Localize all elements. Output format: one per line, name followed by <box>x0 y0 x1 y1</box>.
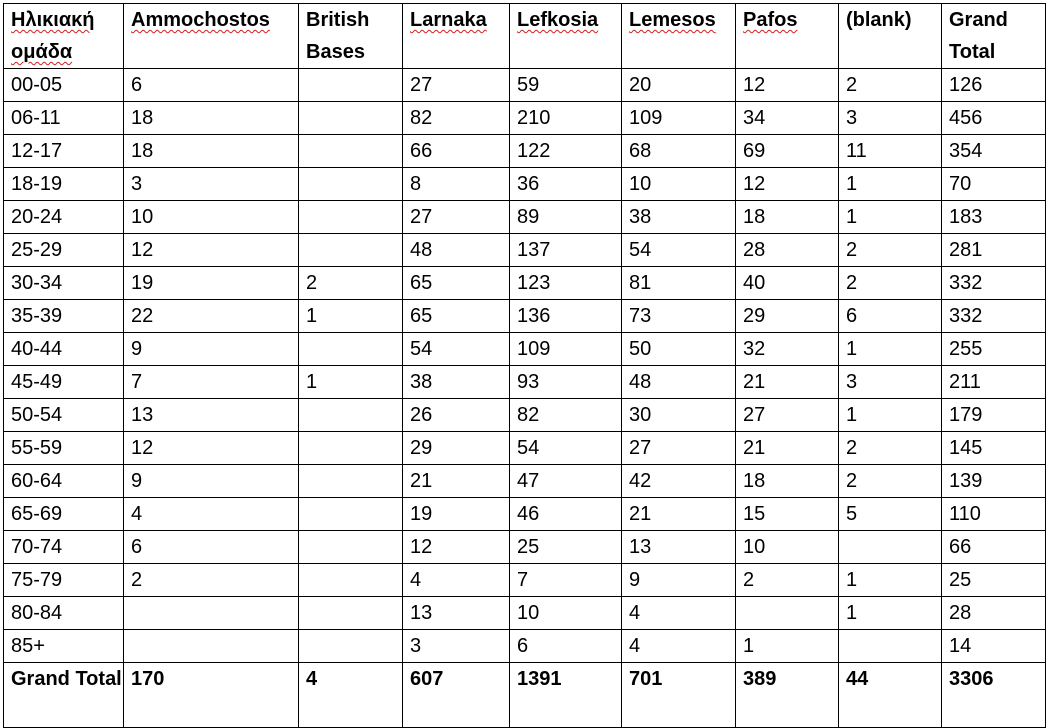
count-cell: 18 <box>736 465 839 498</box>
count-cell: 11 <box>839 135 942 168</box>
count-cell: 13 <box>124 399 299 432</box>
age-group-cell: 65-69 <box>4 498 124 531</box>
column-header-label: Lefkosia <box>517 9 599 31</box>
count-cell: 50 <box>622 333 736 366</box>
count-cell: 1 <box>839 201 942 234</box>
count-cell: 332 <box>942 267 1046 300</box>
count-cell: 69 <box>736 135 839 168</box>
count-cell: 36 <box>510 168 622 201</box>
column-header-label: Ammochostos <box>131 9 270 31</box>
table-row <box>4 102 1046 135</box>
grand-total-cell: 607 <box>403 663 510 728</box>
count-cell: 18 <box>124 102 299 135</box>
count-cell: 4 <box>622 630 736 663</box>
table-body <box>4 69 1046 728</box>
count-cell: 19 <box>124 267 299 300</box>
age-group-cell: 70-74 <box>4 531 124 564</box>
count-cell: 29 <box>403 432 510 465</box>
count-cell: 48 <box>622 366 736 399</box>
count-cell: 255 <box>942 333 1046 366</box>
table-row <box>4 630 1046 663</box>
count-cell: 6 <box>124 531 299 564</box>
count-cell: 354 <box>942 135 1046 168</box>
age-group-cell: 25-29 <box>4 234 124 267</box>
count-cell: 6 <box>510 630 622 663</box>
grand-total-cell: 4 <box>299 663 403 728</box>
count-cell: 4 <box>124 498 299 531</box>
column-header-label: Pafos <box>743 9 798 31</box>
column-header <box>942 4 1046 69</box>
count-cell <box>299 69 403 102</box>
count-cell: 34 <box>736 102 839 135</box>
count-cell: 281 <box>942 234 1046 267</box>
count-cell: 456 <box>942 102 1046 135</box>
age-group-cell: 35-39 <box>4 300 124 333</box>
table-row <box>4 531 1046 564</box>
count-cell: 13 <box>403 597 510 630</box>
count-cell: 2 <box>839 465 942 498</box>
count-cell: 8 <box>403 168 510 201</box>
column-header <box>403 4 510 69</box>
count-cell: 66 <box>942 531 1046 564</box>
column-header <box>4 4 124 69</box>
count-cell: 2 <box>736 564 839 597</box>
age-group-cell: 50-54 <box>4 399 124 432</box>
count-cell: 29 <box>736 300 839 333</box>
count-cell: 1 <box>839 168 942 201</box>
count-cell: 73 <box>622 300 736 333</box>
count-cell: 25 <box>510 531 622 564</box>
count-cell: 32 <box>736 333 839 366</box>
count-cell: 1 <box>839 399 942 432</box>
age-group-cell: 06-11 <box>4 102 124 135</box>
age-group-cell: 85+ <box>4 630 124 663</box>
table-row <box>4 366 1046 399</box>
age-group-cell: 00-05 <box>4 69 124 102</box>
count-cell <box>299 465 403 498</box>
count-cell: 27 <box>622 432 736 465</box>
age-group-cell: 45-49 <box>4 366 124 399</box>
grand-total-label: Grand Total <box>4 663 124 728</box>
table-row <box>4 465 1046 498</box>
count-cell: 30 <box>622 399 736 432</box>
count-cell: 70 <box>942 168 1046 201</box>
table-row <box>4 597 1046 630</box>
count-cell <box>299 564 403 597</box>
count-cell: 20 <box>622 69 736 102</box>
count-cell: 21 <box>736 366 839 399</box>
count-cell: 1 <box>839 597 942 630</box>
column-header-label: (blank) <box>846 9 912 31</box>
count-cell: 122 <box>510 135 622 168</box>
count-cell: 12 <box>124 234 299 267</box>
count-cell: 2 <box>839 267 942 300</box>
count-cell: 66 <box>403 135 510 168</box>
count-cell: 109 <box>510 333 622 366</box>
count-cell: 10 <box>124 201 299 234</box>
count-cell: 3 <box>839 366 942 399</box>
table-row <box>4 267 1046 300</box>
count-cell <box>299 432 403 465</box>
count-cell: 40 <box>736 267 839 300</box>
count-cell: 81 <box>622 267 736 300</box>
count-cell: 21 <box>622 498 736 531</box>
column-header-label: Ηλικιακή ομάδα <box>11 9 95 63</box>
count-cell: 18 <box>736 201 839 234</box>
count-cell: 10 <box>736 531 839 564</box>
count-cell: 3 <box>124 168 299 201</box>
count-cell <box>839 531 942 564</box>
count-cell: 4 <box>622 597 736 630</box>
table-row <box>4 432 1046 465</box>
document-page <box>3 3 1046 728</box>
count-cell: 48 <box>403 234 510 267</box>
header-row <box>4 4 1046 69</box>
count-cell: 13 <box>622 531 736 564</box>
count-cell: 137 <box>510 234 622 267</box>
count-cell: 93 <box>510 366 622 399</box>
count-cell: 89 <box>510 201 622 234</box>
count-cell: 14 <box>942 630 1046 663</box>
count-cell: 1 <box>839 564 942 597</box>
count-cell: 28 <box>942 597 1046 630</box>
count-cell: 27 <box>403 201 510 234</box>
count-cell: 1 <box>299 366 403 399</box>
count-cell: 21 <box>736 432 839 465</box>
count-cell: 82 <box>510 399 622 432</box>
grand-total-cell: 1391 <box>510 663 622 728</box>
count-cell <box>839 630 942 663</box>
count-cell: 25 <box>942 564 1046 597</box>
count-cell <box>124 597 299 630</box>
grand-total-cell: 170 <box>124 663 299 728</box>
count-cell: 1 <box>839 333 942 366</box>
count-cell: 59 <box>510 69 622 102</box>
count-cell: 54 <box>510 432 622 465</box>
table-row <box>4 201 1046 234</box>
age-group-cell: 60-64 <box>4 465 124 498</box>
count-cell: 38 <box>622 201 736 234</box>
age-group-cell: 30-34 <box>4 267 124 300</box>
count-cell: 47 <box>510 465 622 498</box>
count-cell: 210 <box>510 102 622 135</box>
grand-total-cell: 3306 <box>942 663 1046 728</box>
count-cell <box>299 201 403 234</box>
count-cell: 123 <box>510 267 622 300</box>
count-cell <box>299 102 403 135</box>
count-cell: 136 <box>510 300 622 333</box>
age-group-cell: 18-19 <box>4 168 124 201</box>
count-cell: 1 <box>736 630 839 663</box>
count-cell <box>736 597 839 630</box>
age-group-cell: 20-24 <box>4 201 124 234</box>
count-cell: 179 <box>942 399 1046 432</box>
count-cell: 12 <box>403 531 510 564</box>
count-cell: 9 <box>124 465 299 498</box>
count-cell: 332 <box>942 300 1046 333</box>
grand-total-row <box>4 663 1046 728</box>
count-cell: 9 <box>124 333 299 366</box>
count-cell <box>299 333 403 366</box>
count-cell: 54 <box>403 333 510 366</box>
table-row <box>4 168 1046 201</box>
column-header-label: Grand Total <box>949 9 1008 63</box>
count-cell: 6 <box>124 69 299 102</box>
count-cell: 2 <box>839 69 942 102</box>
count-cell: 18 <box>124 135 299 168</box>
count-cell: 211 <box>942 366 1046 399</box>
age-group-cell: 80-84 <box>4 597 124 630</box>
grand-total-cell: 44 <box>839 663 942 728</box>
count-cell <box>299 597 403 630</box>
count-cell: 28 <box>736 234 839 267</box>
table-row <box>4 69 1046 102</box>
count-cell: 7 <box>124 366 299 399</box>
count-cell: 110 <box>942 498 1046 531</box>
count-cell: 145 <box>942 432 1046 465</box>
count-cell: 2 <box>839 432 942 465</box>
age-group-by-district-table <box>3 3 1046 728</box>
count-cell: 126 <box>942 69 1046 102</box>
count-cell: 15 <box>736 498 839 531</box>
count-cell: 2 <box>299 267 403 300</box>
count-cell: 38 <box>403 366 510 399</box>
count-cell: 7 <box>510 564 622 597</box>
count-cell <box>124 630 299 663</box>
count-cell: 3 <box>403 630 510 663</box>
count-cell: 65 <box>403 267 510 300</box>
column-header <box>839 4 942 69</box>
count-cell <box>299 234 403 267</box>
count-cell: 19 <box>403 498 510 531</box>
column-header <box>124 4 299 69</box>
count-cell: 3 <box>839 102 942 135</box>
count-cell: 183 <box>942 201 1046 234</box>
count-cell <box>299 399 403 432</box>
table-row <box>4 399 1046 432</box>
column-header <box>622 4 736 69</box>
count-cell: 2 <box>124 564 299 597</box>
age-group-cell: 55-59 <box>4 432 124 465</box>
count-cell: 65 <box>403 300 510 333</box>
age-group-cell: 40-44 <box>4 333 124 366</box>
count-cell: 6 <box>839 300 942 333</box>
count-cell: 9 <box>622 564 736 597</box>
count-cell: 54 <box>622 234 736 267</box>
count-cell: 82 <box>403 102 510 135</box>
count-cell <box>299 135 403 168</box>
count-cell <box>299 531 403 564</box>
count-cell: 5 <box>839 498 942 531</box>
age-group-cell: 12-17 <box>4 135 124 168</box>
table-row <box>4 234 1046 267</box>
count-cell: 1 <box>299 300 403 333</box>
count-cell <box>299 630 403 663</box>
count-cell <box>299 498 403 531</box>
count-cell: 42 <box>622 465 736 498</box>
count-cell: 27 <box>736 399 839 432</box>
count-cell: 139 <box>942 465 1046 498</box>
count-cell: 10 <box>622 168 736 201</box>
count-cell: 109 <box>622 102 736 135</box>
count-cell: 12 <box>124 432 299 465</box>
count-cell: 12 <box>736 168 839 201</box>
table-row <box>4 300 1046 333</box>
table-row <box>4 498 1046 531</box>
count-cell: 22 <box>124 300 299 333</box>
count-cell: 68 <box>622 135 736 168</box>
column-header <box>736 4 839 69</box>
count-cell: 4 <box>403 564 510 597</box>
count-cell: 10 <box>510 597 622 630</box>
grand-total-cell: 701 <box>622 663 736 728</box>
table-row <box>4 135 1046 168</box>
column-header-label: Lemesos <box>629 9 716 31</box>
count-cell: 21 <box>403 465 510 498</box>
grand-total-cell: 389 <box>736 663 839 728</box>
count-cell: 27 <box>403 69 510 102</box>
count-cell: 12 <box>736 69 839 102</box>
count-cell: 26 <box>403 399 510 432</box>
count-cell: 2 <box>839 234 942 267</box>
table-row <box>4 333 1046 366</box>
table-row <box>4 564 1046 597</box>
column-header <box>299 4 403 69</box>
column-header-label: Larnaka <box>410 9 487 31</box>
column-header-label: British Bases <box>306 9 370 63</box>
age-group-cell: 75-79 <box>4 564 124 597</box>
column-header <box>510 4 622 69</box>
count-cell <box>299 168 403 201</box>
count-cell: 46 <box>510 498 622 531</box>
